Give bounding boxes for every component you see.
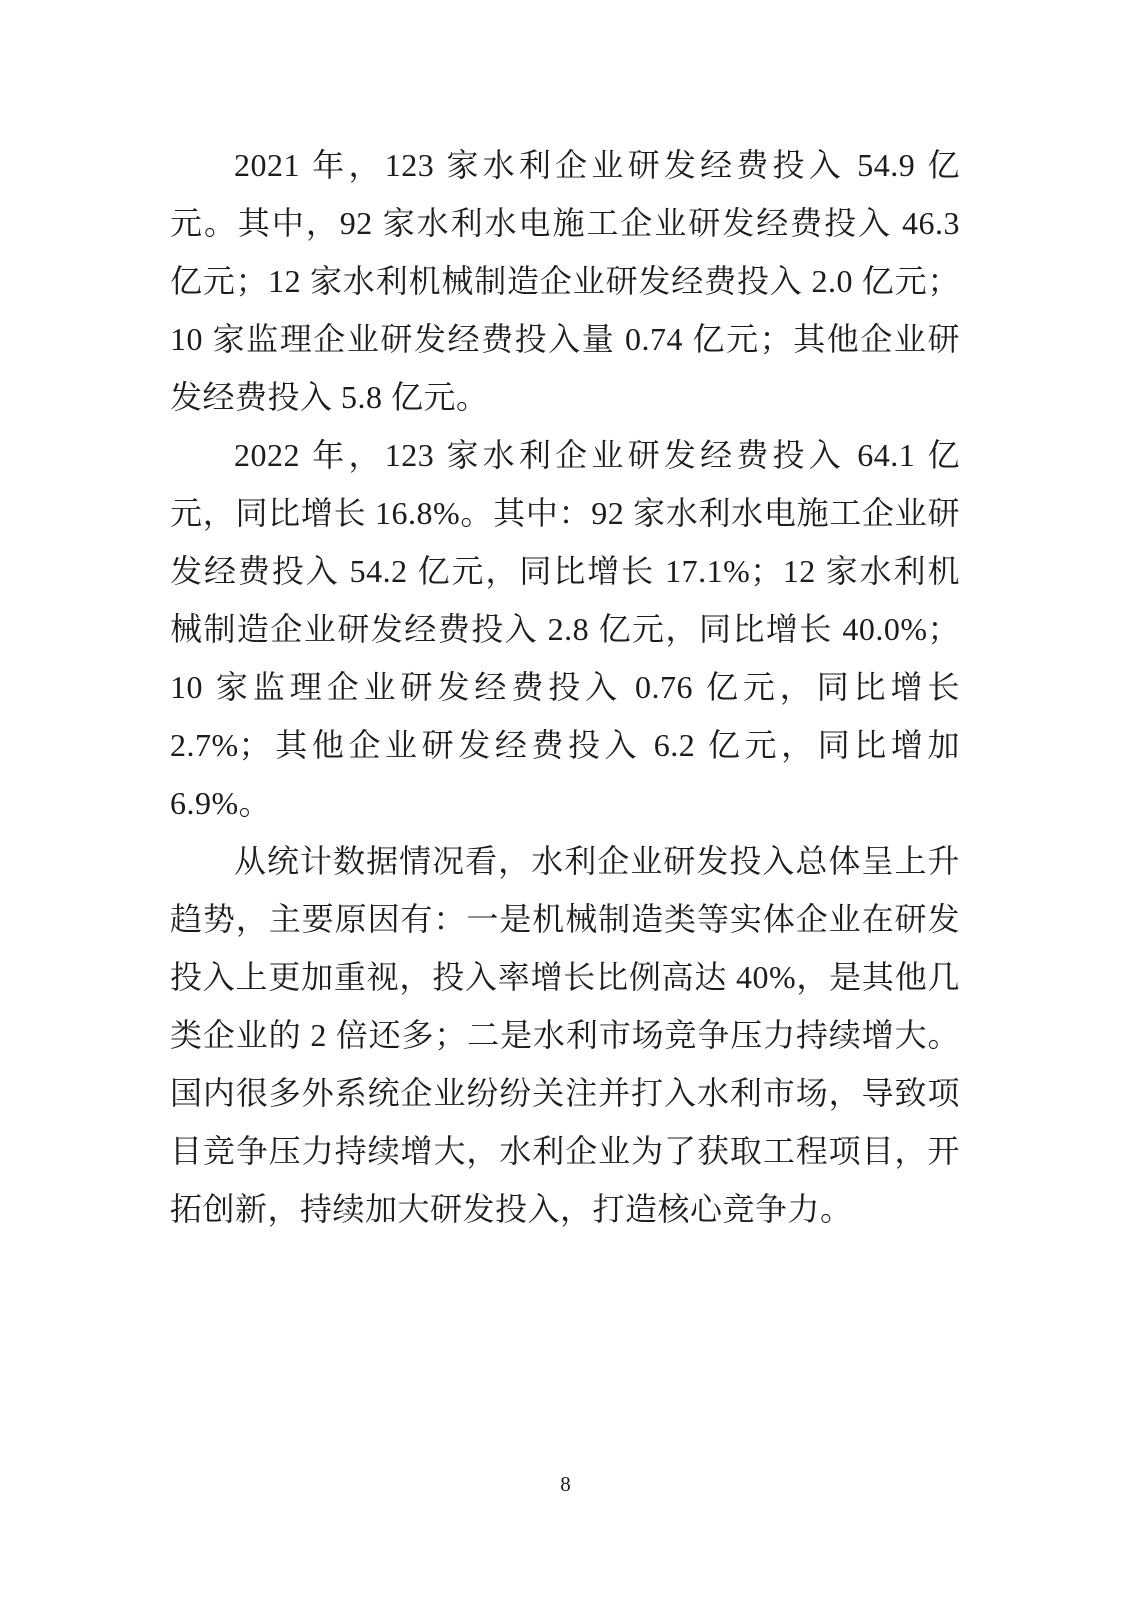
document-body (170, 136, 960, 1238)
paragraph-analysis-trend: 从统计数据情况看，水利企业研发投入总体呈上升趋势，主要原因有：一是机械制造类等实体企业在研发投入上更加重视，投入率增长比例高达 40%，是其他几类企业的 2 倍还多；二是水利市场竞争压力持续增大。国内很多外系统企业纷纷关注并打入水利市场，导致项目竞争压力持续增大，水利企业为了获取工程项目，开拓创新，持续加大研发投入，打造核心竞争力。 (170, 843, 960, 1227)
page-number: 8 (560, 1472, 571, 1496)
paragraph-2021-rd-investment: 2021 年，123 家水利企业研发经费投入 54.9 亿元。其中，92 家水利水电施工企业研发经费投入 46.3 亿元；12 家水利机械制造企业研发经费投入 2.0 亿元；10 家监理企业研发经费投入量 0.74 亿元；其他企业研发经费投入 5.8 亿元。 (170, 147, 960, 415)
page-footer (0, 1472, 1131, 1497)
paragraph-2022-rd-investment: 2022 年，123 家水利企业研发经费投入 64.1 亿元，同比增长 16.8%。其中：92 家水利水电施工企业研发经费投入 54.2 亿元，同比增长 17.1%；12 家水利机械制造企业研发经费投入 2.8 亿元，同比增长 40.0%；10 家监理企业研发经费投入 0.76 亿元，同比增长 2.7%；其他企业研发经费投入 6.2 亿元，同比增加 6.9%。 (170, 437, 960, 821)
